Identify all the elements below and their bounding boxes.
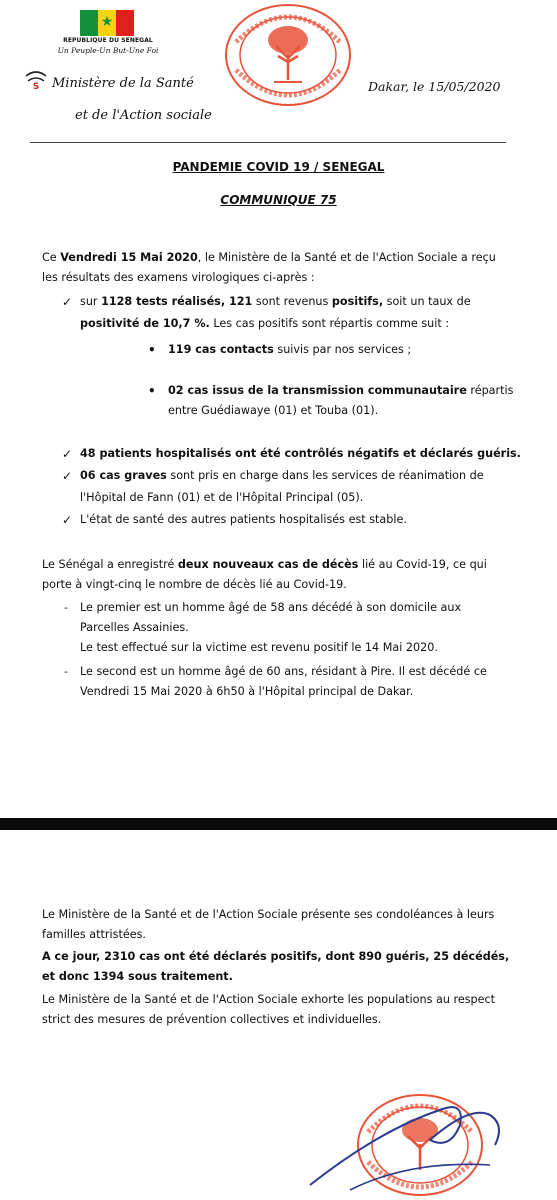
national-motto: Un Peuple-Un But-Une Foi bbox=[57, 46, 159, 55]
ministry-name-line1: Ministère de la Santé bbox=[52, 76, 194, 91]
document-title: PANDEMIE COVID 19 / SENEGAL bbox=[172, 160, 385, 174]
svg-text:S: S bbox=[32, 82, 40, 92]
header-divider bbox=[30, 142, 506, 143]
flag-star-icon: ★ bbox=[100, 14, 114, 30]
bullet-icon: • bbox=[148, 384, 156, 398]
senegal-flag-icon bbox=[80, 10, 134, 36]
death1-line2: Parcelles Assainies. bbox=[80, 621, 189, 634]
contacts-line: 119 cas contacts suivis par nos services ; bbox=[168, 343, 412, 356]
dash-icon: - bbox=[64, 665, 68, 678]
page-separator bbox=[0, 818, 557, 830]
community-line1: 02 cas issus de la transmission communautaire répartis bbox=[168, 384, 514, 397]
death2-line1: Le second est un homme âgé de 60 ans, résidant à Pire. Il est décédé ce bbox=[80, 665, 487, 678]
republic-label: REPUBLIQUE DU SENEGAL bbox=[63, 37, 153, 44]
stable-line: L'état de santé des autres patients hospitalisés est stable. bbox=[80, 513, 407, 526]
tests-line2: positivité de 10,7 %. Les cas positifs sont répartis comme suit : bbox=[80, 317, 450, 330]
community-line2: entre Guédiawaye (01) et Touba (01). bbox=[168, 404, 379, 417]
signature-stamp-icon bbox=[290, 1070, 540, 1200]
check-icon: ✓ bbox=[62, 295, 73, 309]
bullet-icon: • bbox=[148, 343, 156, 357]
deaths-line2: porte à vingt-cinq le nombre de décès lié au Covid-19. bbox=[42, 578, 347, 591]
intro-line2: les résultats des examens virologiques ci-après : bbox=[42, 271, 315, 284]
death2-line2: Vendredi 15 Mai 2020 à 6h50 à l'Hôpital principal de Dakar. bbox=[80, 685, 414, 698]
exhort-line2: strict des mesures de prévention collectives et individuelles. bbox=[42, 1013, 382, 1026]
condolences-line2: familles attristées. bbox=[42, 928, 146, 941]
ministry-logo-icon bbox=[22, 70, 50, 92]
intro-line1: Ce Vendredi 15 Mai 2020, le Ministère de la Santé et de l'Action Sociale a reçu bbox=[42, 251, 496, 264]
check-icon: ✓ bbox=[62, 447, 73, 461]
check-icon: ✓ bbox=[62, 469, 73, 483]
communique-number: COMMUNIQUE 75 bbox=[220, 193, 337, 207]
ministry-name-line2: et de l'Action sociale bbox=[75, 108, 212, 123]
death1-line1: Le premier est un homme âgé de 58 ans décédé à son domicile aux bbox=[80, 601, 462, 614]
exhort-line1: Le Ministère de la Santé et de l'Action Sociale exhorte les populations au respect bbox=[42, 993, 496, 1006]
dash-icon: - bbox=[64, 601, 68, 614]
severe-line1: 06 cas graves sont pris en charge dans les services de réanimation de bbox=[80, 469, 484, 482]
dateline: Dakar, le 15/05/2020 bbox=[368, 79, 501, 94]
summary-line2: et donc 1394 sous traitement. bbox=[42, 970, 233, 983]
severe-line2: l'Hôpital de Fann (01) et de l'Hôpital Principal (05). bbox=[80, 491, 364, 504]
summary-line1: A ce jour, 2310 cas ont été déclarés positifs, dont 890 guéris, 25 décédés, bbox=[42, 950, 510, 963]
tests-line1: sur 1128 tests réalisés, 121 sont revenus positifs, soit un taux de bbox=[80, 295, 471, 308]
recovered-line: 48 patients hospitalisés ont été contrôlés négatifs et déclarés guéris. bbox=[80, 447, 521, 460]
official-stamp-icon bbox=[222, 2, 354, 108]
condolences-line1: Le Ministère de la Santé et de l'Action Sociale présente ses condoléances à leurs bbox=[42, 908, 495, 921]
deaths-line1: Le Sénégal a enregistré deux nouveaux cas de décès lié au Covid-19, ce qui bbox=[42, 558, 487, 571]
death1-line3: Le test effectué sur la victime est revenu positif le 14 Mai 2020. bbox=[80, 641, 438, 654]
check-icon: ✓ bbox=[62, 513, 73, 527]
